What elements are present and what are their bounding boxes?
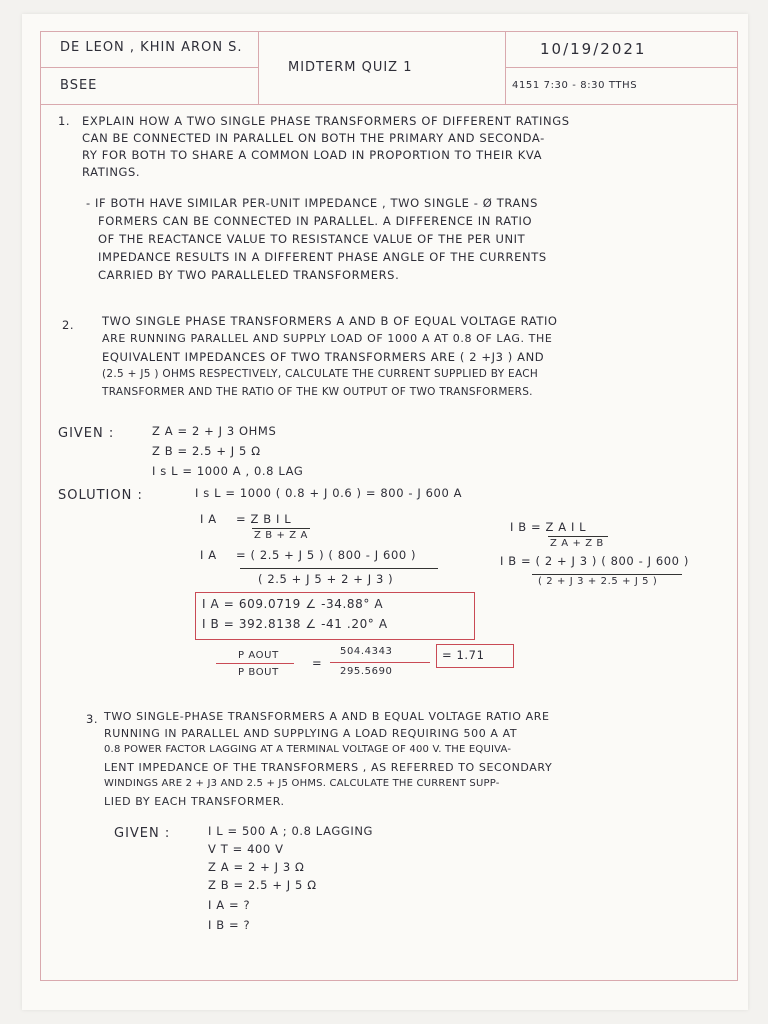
header-col-divider-right <box>505 31 506 104</box>
q3-line-6: LIED BY EACH TRANSFORMER. <box>104 795 285 808</box>
q1-answer-5: CARRIED BY TWO PARALLELED TRANSFORMERS. <box>98 268 400 282</box>
header-divider-bottom <box>40 104 738 105</box>
q2-result-ia: I A = 609.0719 ∠ -34.88° A <box>202 597 384 611</box>
q2-ia-substitution: = ( 2.5 + J 5 ) ( 800 - J 600 ) <box>236 548 417 562</box>
q1-answer-2: FORMERS CAN BE CONNECTED IN PARALLEL. A DIFFERENCE IN RATIO <box>98 214 533 228</box>
q2-ia-label: I A <box>200 512 217 526</box>
q2-line-1: TWO SINGLE PHASE TRANSFORMERS A AND B OF EQUAL VOLTAGE RATIO <box>102 314 558 328</box>
q1-number: 1. <box>58 114 71 128</box>
q1-answer-3: OF THE REACTANCE VALUE TO RESISTANCE VALUE OF THE PER UNIT <box>98 232 526 246</box>
q1-answer-4: IMPEDANCE RESULTS IN A DIFFERENT PHASE ANGLE OF THE CURRENTS <box>98 250 547 264</box>
q2-ratio-denominator-label: P BOUT <box>238 667 279 678</box>
q2-solution-isl: I s L = 1000 ( 0.8 + J 0.6 ) = 800 - J 600 A <box>195 486 463 500</box>
q2-ib-formula: I B = Z A I L <box>510 520 587 534</box>
q2-line-2: ARE RUNNING PARALLEL AND SUPPLY LOAD OF 1000 A AT 0.8 OF LAG. THE <box>102 332 553 345</box>
student-name: DE LEON , KHIN ARON S. <box>60 40 243 55</box>
q3-line-4: LENT IMPEDANCE OF THE TRANSFORMERS , AS REFERRED TO SECONDARY <box>104 761 553 774</box>
q2-given-za: Z A = 2 + J 3 OHMS <box>152 424 277 438</box>
q2-solution-label: SOLUTION : <box>58 488 143 503</box>
q2-given-isl: I s L = 1000 A , 0.8 LAG <box>152 464 304 478</box>
q3-given-label: GIVEN : <box>114 826 171 841</box>
program: BSEE <box>60 78 98 93</box>
header-col-divider-left <box>258 31 259 104</box>
q2-ia-substitution-bar <box>240 568 438 569</box>
q2-ib-substitution: I B = ( 2 + J 3 ) ( 800 - J 600 ) <box>500 554 689 568</box>
q3-line-5: WINDINGS ARE 2 + J3 AND 2.5 + J5 OHMS. CALCULATE THE CURRENT SUPP- <box>104 778 500 789</box>
q2-ia-label-2: I A <box>200 548 217 562</box>
q3-number: 3. <box>86 712 99 726</box>
q2-result-ib: I B = 392.8138 ∠ -41 .20° A <box>202 617 388 631</box>
class-schedule: 4151 7:30 - 8:30 TTHS <box>512 80 638 91</box>
q2-line-3: EQUIVALENT IMPEDANCES OF TWO TRANSFORMERS ARE ( 2 +J3 ) AND <box>102 350 545 364</box>
q2-ib-substitution-den: ( 2 + J 3 + 2.5 + J 5 ) <box>538 576 658 587</box>
q2-ratio-result: = 1.71 <box>442 648 485 662</box>
q2-number: 2. <box>62 318 75 332</box>
q1-answer-1: - IF BOTH HAVE SIMILAR PER-UNIT IMPEDANCE , TWO SINGLE - Ø TRANS <box>86 196 539 210</box>
q2-ib-fraction-bar <box>548 536 608 537</box>
q2-given-label: GIVEN : <box>58 426 115 441</box>
q3-given-vt: V T = 400 V <box>208 842 284 856</box>
q3-given-il: I L = 500 A ; 0.8 LAGGING <box>208 824 374 838</box>
q2-ratio-label-bar <box>216 663 294 664</box>
q3-line-3: 0.8 POWER FACTOR LAGGING AT A TERMINAL VOLTAGE OF 400 V. THE EQUIVA- <box>104 744 512 755</box>
q2-ia-denominator: Z B + Z A <box>254 530 308 541</box>
q2-line-5: TRANSFORMER AND THE RATIO OF THE KW OUTPUT OF TWO TRANSFORMERS. <box>102 386 533 398</box>
header-divider-mid-right <box>505 67 738 68</box>
q1-line-4: RATINGS. <box>82 165 141 179</box>
q2-ib-denominator: Z A + Z B <box>550 538 604 549</box>
q1-line-2: CAN BE CONNECTED IN PARALLEL ON BOTH THE PRIMARY AND SECONDA- <box>82 131 545 145</box>
q3-given-zb: Z B = 2.5 + J 5 Ω <box>208 878 317 892</box>
q3-line-1: TWO SINGLE-PHASE TRANSFORMERS A AND B EQUAL VOLTAGE RATIO ARE <box>104 710 550 723</box>
q2-ratio-equals: = <box>312 656 323 670</box>
q2-ia-fraction-bar <box>252 528 310 529</box>
quiz-date: 10/19/2021 <box>540 40 647 58</box>
q3-given-ia: I A = ? <box>208 898 251 912</box>
q2-given-zb: Z B = 2.5 + J 5 Ω <box>152 444 261 458</box>
q1-line-1: EXPLAIN HOW A TWO SINGLE PHASE TRANSFORMERS OF DIFFERENT RATINGS <box>82 114 570 128</box>
q2-line-4: (2.5 + J5 ) OHMS RESPECTIVELY, CALCULATE THE CURRENT SUPPLIED BY EACH <box>102 368 539 380</box>
q2-ib-substitution-bar <box>532 574 682 575</box>
q1-line-3: RY FOR BOTH TO SHARE A COMMON LOAD IN PROPORTION TO THEIR KVA <box>82 148 543 162</box>
q2-ratio-value-denominator: 295.5690 <box>340 666 393 677</box>
q3-line-2: RUNNING IN PARALLEL AND SUPPLYING A LOAD REQUIRING 500 A AT <box>104 727 518 740</box>
quiz-title: MIDTERM QUIZ 1 <box>288 60 413 75</box>
q2-ratio-value-numerator: 504.4343 <box>340 646 393 657</box>
q2-ratio-value-bar <box>330 662 430 663</box>
header-divider-mid <box>40 67 258 68</box>
q2-ia-formula: = Z B I L <box>236 512 292 526</box>
q3-given-ib: I B = ? <box>208 918 251 932</box>
q2-ratio-numerator-label: P AOUT <box>238 650 279 661</box>
q2-ia-substitution-den: ( 2.5 + J 5 + 2 + J 3 ) <box>258 572 394 586</box>
q3-given-za: Z A = 2 + J 3 Ω <box>208 860 305 874</box>
